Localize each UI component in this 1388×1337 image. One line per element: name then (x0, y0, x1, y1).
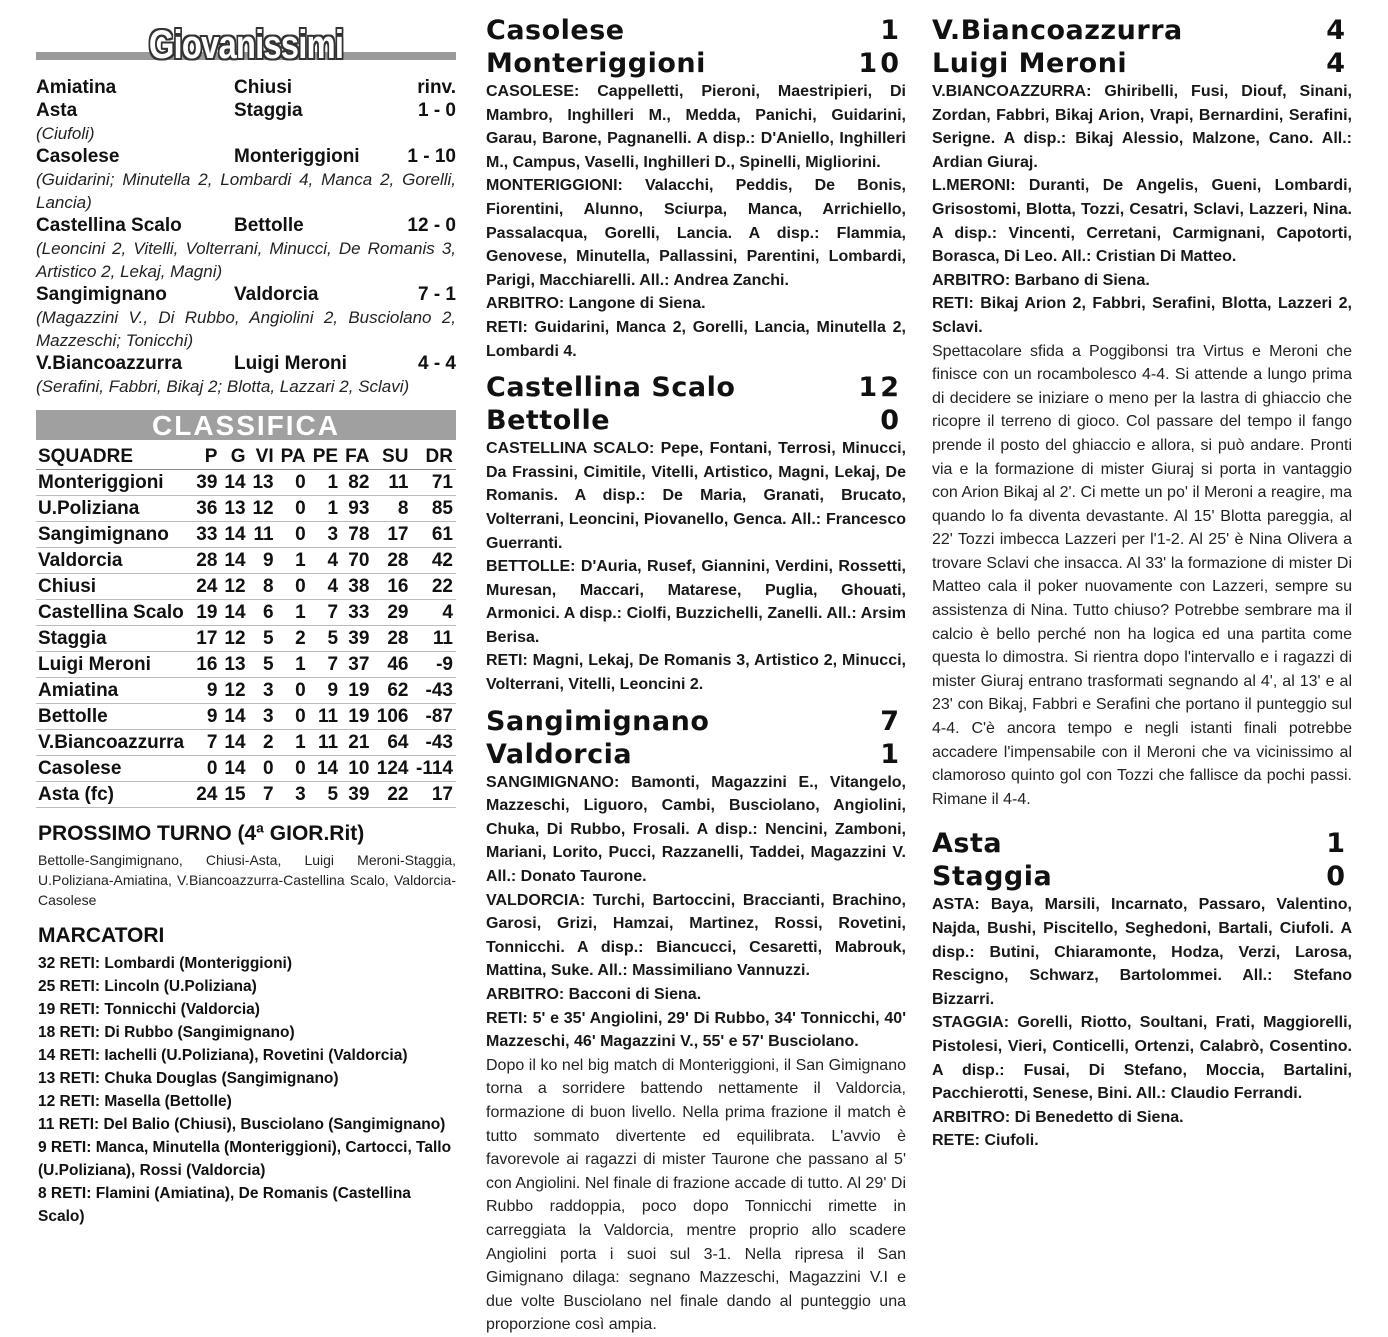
stat-cell: 28 (372, 626, 411, 652)
standings-header-cell: P (192, 444, 220, 470)
stat-cell: 1 (309, 470, 341, 496)
stat-cell: 0 (277, 678, 309, 704)
stat-cell: 14 (309, 756, 341, 782)
stat-cell: 9 (309, 678, 341, 704)
list-item: 32 RETI: Lombardi (Monteriggioni) (38, 955, 293, 972)
referee: ARBITRO: Barbano di Siena. (932, 271, 1150, 289)
lineup-home: ASTA: Baya, Marsili, Incarnato, Passaro, Valentino, Najda, Bushi, Piscitello, Seghedoni, Bartali, Ciufoli. A disp.: Butini, Chiaramonte, Hodza, Verzi, Larosa, Rescigno, Schwarz, Bartolommei. All.: Stefano Bizzarri. (932, 896, 1352, 1008)
goals-summary: RETE: Ciufoli. (932, 1132, 1039, 1150)
stat-cell: 4 (309, 548, 341, 574)
stat-cell: 71 (411, 470, 456, 496)
stat-cell: 21 (341, 730, 372, 756)
report-home-goals: 12 (858, 372, 902, 404)
table-row (36, 470, 456, 496)
standings-header-cell: SQUADRE (36, 444, 192, 470)
stat-cell: 13 (249, 470, 277, 496)
stat-cell: 13 (220, 652, 248, 678)
list-item: 12 RETI: Masella (Bettolle) (38, 1093, 232, 1110)
stat-cell: 61 (411, 522, 456, 548)
stat-cell: 22 (372, 782, 411, 808)
lineup-home: SANGIMIGNANO: Bamonti, Magazzini E., Vitangelo, Mazzeschi, Liguoro, Cambi, Busciolano, Angiolini, Chuka, Di Rubbo, Frosali. A disp.: Nencini, Zamboni, Mariani, Lorito, Pucci, Razzanelli, Taddei, Magazzini V. All.: Donato Taurone. (486, 773, 906, 886)
stat-cell: 36 (192, 496, 220, 522)
lineup-away: L.MERONI: Duranti, De Angelis, Gueni, Lombardi, Grisostomi, Blotta, Tozzi, Cesatri, Sclavi, Lazzeri, Nina. A disp.: Vincenti, Cerretani, Carmignani, Capotorti, Borasca, Di Leo. All.: Cristian Di Matteo. (932, 177, 1352, 266)
stat-cell: 33 (192, 522, 220, 548)
goals-summary: RETI: 5' e 35' Angiolini, 29' Di Rubbo, 34' Tonnicchi, 40' Mazzeschi, 46' Magazzini V., 55' e 57' Busciolano. (486, 1009, 906, 1051)
stat-cell: 28 (372, 548, 411, 574)
lineup-away: STAGGIA: Gorelli, Riotto, Soultani, Frati, Maggiorelli, Pistolesi, Vieri, Conticelli, Ortenzi, Calabrò, Cosentino. A disp.: Fusai, Di Stefano, Moccia, Bartalini, Pacchierotti, Senese, Bini. All.: Claudio Ferrandi. (932, 1014, 1352, 1103)
result-row (36, 145, 456, 168)
report-away-goals: 1 (880, 738, 902, 770)
stat-cell: 11 (309, 730, 341, 756)
prossimo-turno-title: PROSSIMO TURNO (4ª GIOR.Rit) (38, 822, 365, 845)
stat-cell: 9 (192, 704, 220, 730)
stat-cell: 15 (220, 782, 248, 808)
result-score: 1 - 10 (407, 146, 456, 167)
stat-cell: 19 (341, 704, 372, 730)
list-item: 13 RETI: Chuka Douglas (Sangimignano) (38, 1070, 339, 1087)
table-row (36, 652, 456, 678)
reports-column-middle (486, 14, 906, 1337)
result-score: 4 - 4 (417, 353, 456, 374)
stat-cell: 24 (192, 782, 220, 808)
team-name: Chiusi (36, 574, 192, 600)
stat-cell: 0 (277, 496, 309, 522)
stat-cell: 7 (309, 652, 341, 678)
stat-cell: 0 (277, 574, 309, 600)
stat-cell: 3 (249, 678, 277, 704)
results-column (36, 0, 456, 1228)
stat-cell: 8 (372, 496, 411, 522)
stat-cell: 13 (220, 496, 248, 522)
lineup-away: MONTERIGGIONI: Valacchi, Peddis, De Bonis, Fiorentini, Alunno, Sciurpa, Manca, Arrichiello, Passalacqua, Gorelli, Lancia. A disp.: Flammia, Genovese, Minutella, Pallassini, Parentini, Lombardi, Parigi, Macchiarelli. All.: Andrea Zanchi. (486, 177, 906, 289)
result-scorers: (Ciufoli) (36, 124, 95, 143)
stat-cell: 42 (411, 548, 456, 574)
team-name: V.Biancoazzurra (36, 730, 192, 756)
table-row (36, 600, 456, 626)
standings-header-cell: VI (249, 444, 277, 470)
stat-cell: 14 (220, 756, 248, 782)
stat-cell: -43 (411, 678, 456, 704)
team-name: Staggia (36, 626, 192, 652)
list-item: 14 RETI: Iachelli (U.Poliziana), Rovetini (Valdorcia) (38, 1047, 408, 1064)
result-away-team: Bettolle (234, 215, 304, 236)
stat-cell: 2 (277, 626, 309, 652)
stat-cell: 1 (277, 652, 309, 678)
stat-cell: 16 (372, 574, 411, 600)
result-away-team: Valdorcia (234, 284, 319, 305)
stat-cell: 85 (411, 496, 456, 522)
stat-cell: 1 (277, 600, 309, 626)
report-home-team: Sangimignano (486, 705, 710, 737)
report-casolese (486, 14, 906, 363)
stat-cell: 39 (192, 470, 220, 496)
goals-summary: RETI: Guidarini, Manca 2, Gorelli, Lancia, Minutella 2, Lombardi 4. (486, 318, 906, 360)
stat-cell: 78 (341, 522, 372, 548)
classifica-title: CLASSIFICA (36, 410, 456, 440)
team-name: Valdorcia (36, 548, 192, 574)
standings-table (36, 444, 456, 808)
result-scorers: (Serafini, Fabbri, Bikaj 2; Blotta, Lazzari 2, Sclavi) (36, 377, 410, 396)
stat-cell: 17 (411, 782, 456, 808)
list-item: 9 RETI: Manca, Minutella (Monteriggioni), Cartocci, Tallo (U.Poliziana), Rossi (Valdorcia) (38, 1139, 452, 1179)
report-away-team: Luigi Meroni (932, 48, 1128, 79)
lineup-away: BETTOLLE: D'Auria, Rusef, Giannini, Verdini, Rossetti, Muresan, Maccari, Matarese, Puglia, Ghouati, Armonici. A disp.: Ciolfi, Buzzichelli, Zanelli. All.: Arsim Berisa. (486, 558, 906, 646)
stat-cell: 7 (309, 600, 341, 626)
stat-cell: 11 (372, 470, 411, 496)
stat-cell: 37 (341, 652, 372, 678)
report-home-goals: 7 (880, 705, 902, 737)
table-row (36, 626, 456, 652)
report-away-goals: 4 (1326, 48, 1348, 79)
result-home-team: Casolese (36, 146, 120, 167)
marcatori-list (36, 952, 456, 1228)
stat-cell: 11 (411, 626, 456, 652)
report-away-goals: 10 (858, 48, 902, 79)
report-home-heading (486, 371, 906, 404)
stat-cell: 14 (220, 548, 248, 574)
stat-cell: 9 (192, 678, 220, 704)
stat-cell: 16 (192, 652, 220, 678)
report-home-goals: 1 (1326, 828, 1348, 860)
lineup-home: V.BIANCOAZZURRA: Ghiribelli, Fusi, Diouf, Sinani, Zordan, Fabbri, Bikaj Arion, Vrapi, Bernardini, Serafini, Serigne. A disp.: Bikaj Alessio, Malzone, Cano. All.: Ardian Giuraj. (932, 83, 1352, 171)
result-away-team: Staggia (234, 100, 303, 121)
table-row (36, 730, 456, 756)
stat-cell: 0 (277, 704, 309, 730)
stat-cell: 12 (249, 496, 277, 522)
stat-cell: 14 (220, 600, 248, 626)
stat-cell: 106 (372, 704, 411, 730)
stat-cell: 0 (277, 756, 309, 782)
stat-cell: 5 (249, 626, 277, 652)
stat-cell: 14 (220, 704, 248, 730)
stat-cell: 93 (341, 496, 372, 522)
stat-cell: 29 (372, 600, 411, 626)
standings-header-row (36, 444, 456, 470)
stat-cell: 7 (192, 730, 220, 756)
stat-cell: 9 (249, 548, 277, 574)
stat-cell: 22 (411, 574, 456, 600)
stat-cell: 17 (372, 522, 411, 548)
standings-header-cell: SU (372, 444, 411, 470)
result-home-team: Sangimignano (36, 284, 167, 305)
stat-cell: 3 (309, 522, 341, 548)
team-name: Castellina Scalo (36, 600, 192, 626)
section-title: Giovanissimi (148, 23, 344, 67)
stat-cell: 64 (372, 730, 411, 756)
report-biancoazzurra (932, 14, 1352, 811)
team-name: Amiatina (36, 678, 192, 704)
referee: ARBITRO: Di Benedetto di Siena. (932, 1108, 1184, 1126)
table-row (36, 574, 456, 600)
stat-cell: 8 (249, 574, 277, 600)
stat-cell: 7 (249, 782, 277, 808)
result-scorers: (Magazzini V., Di Rubbo, Angiolini 2, Busciolano 2, Mazzeschi; Tonicchi) (36, 308, 456, 350)
referee: ARBITRO: Langone di Siena. (486, 295, 706, 313)
results-list (36, 76, 456, 398)
stat-cell: 11 (309, 704, 341, 730)
result-scorers: (Leoncini 2, Vitelli, Volterrani, Minucci, De Romanis 3, Artistico 2, Lekaj, Magni) (36, 239, 456, 281)
stat-cell: 28 (192, 548, 220, 574)
stat-cell: 124 (372, 756, 411, 782)
list-item: 18 RETI: Di Rubbo (Sangimignano) (38, 1024, 295, 1041)
stat-cell: -9 (411, 652, 456, 678)
stat-cell: 14 (220, 522, 248, 548)
stat-cell: 19 (192, 600, 220, 626)
report-home-heading (932, 14, 1352, 47)
result-score: 12 - 0 (407, 215, 456, 236)
standings-header-cell: G (220, 444, 248, 470)
goals-summary: RETI: Bikaj Arion 2, Fabbri, Serafini, Blotta, Lazzeri 2, Sclavi. (932, 295, 1352, 336)
lineup-away: VALDORCIA: Turchi, Bartoccini, Braccianti, Brachino, Garosi, Grizi, Hamzai, Martinez, Rossi, Rovetini, Tonnicchi. A disp.: Biancucci, Cesaretti, Mabrouk, Mattina, Suke. All.: Massimiliano Vannuzzi. (486, 891, 906, 980)
result-away-team: Monteriggioni (234, 146, 360, 167)
list-item: 11 RETI: Del Balio (Chiusi), Busciolano (Sangimignano) (38, 1116, 446, 1133)
stat-cell: -114 (411, 756, 456, 782)
stat-cell: 0 (277, 522, 309, 548)
report-home-team: Asta (932, 828, 1003, 860)
report-away-team: Valdorcia (486, 738, 633, 770)
section-header (36, 0, 456, 66)
report-away-heading (486, 738, 906, 771)
standings-body (36, 470, 456, 808)
stat-cell: 70 (341, 548, 372, 574)
result-row (36, 283, 456, 306)
stat-cell: 1 (277, 730, 309, 756)
result-home-team: Asta (36, 100, 78, 121)
stat-cell: 3 (249, 704, 277, 730)
result-score: rinv. (417, 77, 456, 98)
report-away-team: Bettolle (486, 405, 611, 437)
stat-cell: 12 (220, 574, 248, 600)
prossimo-turno-text: Bettolle-Sangimignano, Chiusi-Asta, Luigi Meroni-Staggia, U.Poliziana-Amiatina, V.Biancoazzurra-Castellina Scalo, Valdorcia-Casolese (38, 852, 456, 908)
standings-header-cell: FA (341, 444, 372, 470)
stat-cell: 12 (220, 626, 248, 652)
result-row (36, 214, 456, 237)
stat-cell: 62 (372, 678, 411, 704)
report-home-team: Castellina Scalo (486, 372, 736, 404)
stat-cell: -87 (411, 704, 456, 730)
match-report-text: Dopo il ko nel big match di Monteriggioni, il San Gimignano torna a sorridere battendo nettamente il Valdorcia, formazione di buon livello. Nella prima frazione il match è tutto sommato divertente ed equilibrata. L'avvio è favorevole ai ragazzi di mister Taurone che passano al 5' con Angiolini. Nel finale di frazione accade di tutto. Al 29' Di Rubbo raddoppia, poco dopo Tonnicchi rimette in carreggiata la Valdorcia, mentre proprio allo scadere Angiolini porta i suoi sul 3-1. Nella ripresa il San Gimignano dilaga: segnano Mazzeschi, Magazzini V.I e due volte Busciolano nel finale dando al punteggio una proporzione così ampia. (486, 1056, 906, 1334)
reports-column-right (932, 14, 1352, 1153)
stat-cell: 12 (220, 678, 248, 704)
stat-cell: 14 (220, 730, 248, 756)
table-row (36, 496, 456, 522)
team-name: Luigi Meroni (36, 652, 192, 678)
report-away-heading (932, 860, 1352, 893)
report-asta (932, 827, 1352, 1153)
report-home-goals: 4 (1326, 15, 1348, 46)
stat-cell: 82 (341, 470, 372, 496)
goals-summary: RETI: Magni, Lekaj, De Romanis 3, Artistico 2, Minucci, Volterrani, Vitelli, Leoncini 2. (486, 652, 906, 694)
stat-cell: 39 (341, 626, 372, 652)
lineup-home: CASTELLINA SCALO: Pepe, Fontani, Terrosi, Minucci, Da Frassini, Cimitile, Vitelli, Artistico, Magni, Lekaj, De Romanis. A disp.: De Maria, Granati, Brucato, Volterrani, Leoncini, Piovanello, Genca. All.: Francesco Guerranti. (486, 440, 906, 552)
table-row (36, 756, 456, 782)
report-castellina (486, 371, 906, 697)
lineup-home: CASOLESE: Cappelletti, Pieroni, Maestripieri, Di Mambro, Inghilleri M., Medda, Panichi, Guidarini, Garau, Barone, Pagnanelli. A disp.: D'Aniello, Inghilleri M., Campus, Vaselli, Inghilleri D., Spinelli, Migliorini. (486, 83, 906, 171)
result-scorers: (Guidarini; Minutella 2, Lombardi 4, Manca 2, Gorelli, Lancia) (36, 170, 456, 212)
stat-cell: 1 (277, 548, 309, 574)
table-row (36, 782, 456, 808)
standings-header-cell: DR (411, 444, 456, 470)
report-home-heading (486, 705, 906, 738)
result-score: 1 - 0 (417, 100, 456, 121)
result-away-team: Luigi Meroni (234, 353, 347, 374)
result-home-team: Castellina Scalo (36, 215, 182, 236)
team-name: Bettolle (36, 704, 192, 730)
table-row (36, 678, 456, 704)
report-away-heading (932, 47, 1352, 80)
result-row (36, 352, 456, 375)
stat-cell: 2 (249, 730, 277, 756)
match-report-text: Spettacolare sfida a Poggibonsi tra Virtus e Meroni che finisce con un rocambolesco 4-4. Si attende a lungo prima di decidere se iniziare o meno per la lastra di ghiaccio che ricopre il terreno di gioco. Col passare del tempo il fango prende il posto del ghiaccio e allora, si può andare. Pronti via e la formazione di mister Giuraj si porta in vantaggio con Arion Bikaj al 2'. Ci mette un po' il Meroni a reagire, ma quando lo fa diventa devastante. Al 15' Blotta pareggia, al 22' Tozzi imbecca Lazzeri per l'1-2. Al 25' è Nina Olivera a trovare Sclavi che insacca. Al 33' la formazione di mister Di Matteo cala il poker nuovamente con Lazzeri, sempre su assistenza di Nina. Tutto chiuso? Potrebbe sembrare ma il calcio è bello perché non ha logica ed una partita come questa lo dimostra. Si rientra dopo l'intervallo e i ragazzi di mister Giuraj entrano trasformati segnando al 4', al 13' e al 23' con Bikaj, Fabbri e Serafini che portano il punteggio sul 4-4. C'è ancora tempo e negli istanti finali potrebbe accadere l'impensabile con il Meroni che va vicinissimo al clamoroso quinto gol con Tozzi che fallisce da pochi passi. Rimane il 4-4. (932, 342, 1352, 808)
team-name: Casolese (36, 756, 192, 782)
report-away-heading (486, 404, 906, 437)
stat-cell: 3 (277, 782, 309, 808)
report-away-heading (486, 47, 906, 80)
report-home-goals: 1 (880, 15, 902, 46)
table-row (36, 704, 456, 730)
report-home-heading (932, 827, 1352, 860)
table-row (36, 522, 456, 548)
report-home-heading (486, 14, 906, 47)
result-score: 7 - 1 (417, 284, 456, 305)
stat-cell: 4 (411, 600, 456, 626)
list-item: 19 RETI: Tonnicchi (Valdorcia) (38, 1001, 260, 1018)
stat-cell: 0 (249, 756, 277, 782)
table-row (36, 548, 456, 574)
result-row (36, 99, 456, 122)
report-home-team: Casolese (486, 15, 625, 46)
team-name: Monteriggioni (36, 470, 192, 496)
report-away-goals: 0 (1326, 861, 1348, 893)
report-away-team: Staggia (932, 861, 1053, 893)
stat-cell: 5 (309, 626, 341, 652)
stat-cell: 11 (249, 522, 277, 548)
stat-cell: 33 (341, 600, 372, 626)
marcatori-title: MARCATORI (38, 924, 165, 947)
stat-cell: 6 (249, 600, 277, 626)
team-name: Asta (fc) (36, 782, 192, 808)
stat-cell: 46 (372, 652, 411, 678)
list-item: 8 RETI: Flamini (Amiatina), De Romanis (Castellina Scalo) (38, 1185, 411, 1225)
stat-cell: 5 (309, 782, 341, 808)
standings-header-cell: PA (277, 444, 309, 470)
stat-cell: 4 (309, 574, 341, 600)
standings-header-cell: PE (309, 444, 341, 470)
stat-cell: 5 (249, 652, 277, 678)
result-home-team: V.Biancoazzurra (36, 353, 183, 374)
team-name: Sangimignano (36, 522, 192, 548)
result-away-team: Chiusi (234, 77, 293, 98)
stat-cell: 24 (192, 574, 220, 600)
stat-cell: 1 (309, 496, 341, 522)
referee: ARBITRO: Bacconi di Siena. (486, 986, 702, 1003)
stat-cell: 39 (341, 782, 372, 808)
stat-cell: 10 (341, 756, 372, 782)
result-home-team: Amiatina (36, 77, 117, 98)
stat-cell: 0 (277, 470, 309, 496)
stat-cell: 14 (220, 470, 248, 496)
stat-cell: -43 (411, 730, 456, 756)
stat-cell: 19 (341, 678, 372, 704)
report-away-team: Monteriggioni (486, 48, 706, 79)
stat-cell: 38 (341, 574, 372, 600)
stat-cell: 17 (192, 626, 220, 652)
report-away-goals: 0 (880, 405, 902, 437)
report-sangimignano (486, 705, 906, 1337)
report-home-team: V.Biancoazzurra (932, 15, 1183, 46)
stat-cell: 0 (192, 756, 220, 782)
list-item: 25 RETI: Lincoln (U.Poliziana) (38, 978, 257, 995)
team-name: U.Poliziana (36, 496, 192, 522)
result-row (36, 76, 456, 99)
